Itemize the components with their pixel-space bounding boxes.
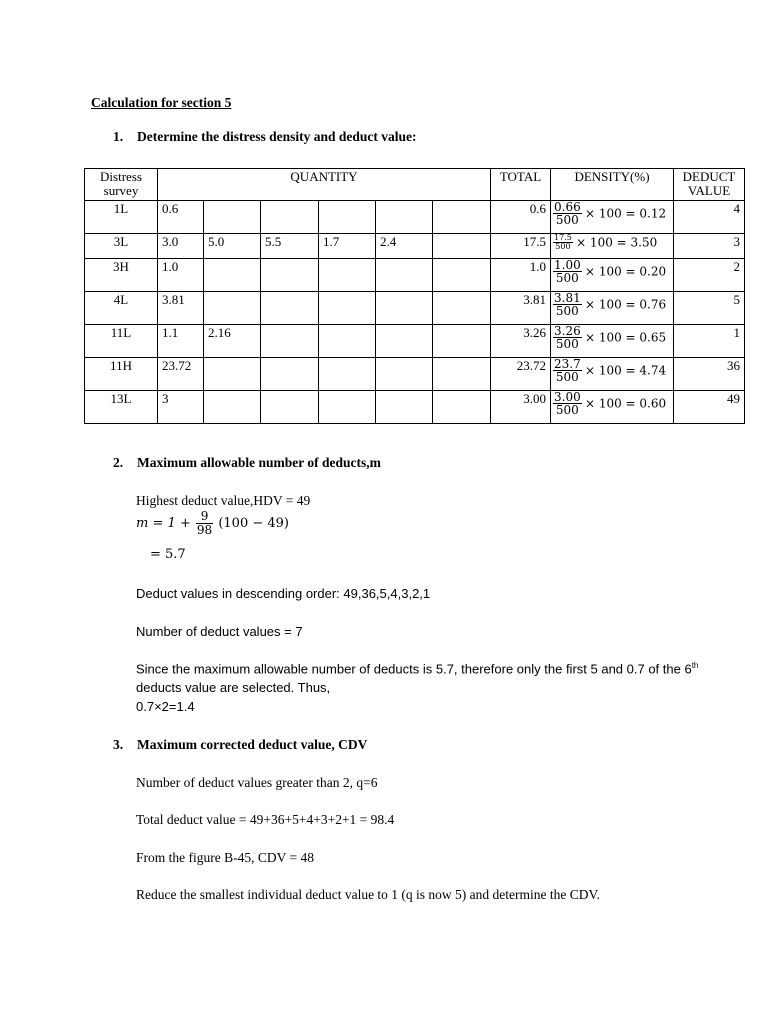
cell-total: 3.26 xyxy=(491,325,551,358)
cell-quantity: 23.72 xyxy=(158,358,204,391)
cell-distress: 11L xyxy=(85,325,158,358)
cell-quantity xyxy=(261,358,319,391)
cell-quantity xyxy=(376,201,433,234)
step-2-title: Maximum allowable number of deducts,m xyxy=(137,455,381,470)
cell-deduct: 1 xyxy=(674,325,745,358)
cell-quantity xyxy=(376,391,433,424)
header-total: TOTAL xyxy=(491,169,551,201)
density-denominator: 500 xyxy=(555,337,579,351)
cell-density xyxy=(551,201,674,234)
step-3-number: 3. xyxy=(113,737,124,752)
step-1-heading xyxy=(113,129,417,145)
cell-quantity: 1.0 xyxy=(158,259,204,292)
cell-total: 23.72 xyxy=(491,358,551,391)
table-row xyxy=(85,292,745,325)
cell-quantity xyxy=(376,325,433,358)
cell-deduct: 36 xyxy=(674,358,745,391)
cell-total: 3.81 xyxy=(491,292,551,325)
cell-density xyxy=(551,292,674,325)
density-denominator: 500 xyxy=(555,213,579,227)
density-result: × 100 = 0.12 xyxy=(584,206,667,221)
table-row xyxy=(85,259,745,292)
density-numerator: 1.00 xyxy=(554,258,581,272)
cell-quantity: 1.1 xyxy=(158,325,204,358)
cell-total: 3.00 xyxy=(491,391,551,424)
density-result: × 100 = 0.76 xyxy=(584,297,667,312)
step-2-number: 2. xyxy=(113,455,124,470)
density-numerator: 0.66 xyxy=(554,200,581,214)
cell-quantity xyxy=(204,391,261,424)
m-eq-lhs: m = 1 + xyxy=(136,516,191,531)
cell-quantity xyxy=(204,259,261,292)
cell-quantity-empty xyxy=(433,391,491,424)
descending-line: Deduct values in descending order: 49,36,5,4,3,2,1 xyxy=(136,586,431,601)
density-numerator: 3.81 xyxy=(554,291,581,305)
m-equation xyxy=(136,510,289,537)
cell-deduct: 49 xyxy=(674,391,745,424)
cell-quantity xyxy=(204,292,261,325)
cell-quantity xyxy=(319,292,376,325)
cell-quantity xyxy=(261,259,319,292)
hdv-line: Highest deduct value,HDV = 49 xyxy=(136,493,311,508)
cell-density xyxy=(551,234,674,259)
density-fraction xyxy=(553,325,582,350)
cell-quantity xyxy=(204,358,261,391)
density-result: × 100 = 0.65 xyxy=(584,330,667,345)
density-numerator: 23.7 xyxy=(554,357,581,371)
density-denominator: 500 xyxy=(555,403,579,417)
density-numerator: 3.00 xyxy=(554,390,581,404)
m-eq-rest: (100 − 49) xyxy=(218,516,289,531)
density-denominator: 500 xyxy=(555,242,571,251)
cell-deduct: 3 xyxy=(674,234,745,259)
cell-total: 0.6 xyxy=(491,201,551,234)
cell-quantity xyxy=(261,391,319,424)
cell-distress: 3L xyxy=(85,234,158,259)
step-3-title: Maximum corrected deduct value, CDV xyxy=(137,737,368,752)
cell-quantity xyxy=(319,325,376,358)
m-eq-denominator: 98 xyxy=(196,523,213,537)
cell-quantity: 5.5 xyxy=(261,234,319,259)
step-3-heading xyxy=(113,737,367,753)
cell-quantity: 2.4 xyxy=(376,234,433,259)
header-distress: Distress survey xyxy=(85,169,158,201)
header-quantity: QUANTITY xyxy=(158,169,491,201)
step-1-number: 1. xyxy=(113,129,124,144)
density-denominator: 500 xyxy=(555,304,579,318)
density-fraction xyxy=(553,358,582,383)
cell-density xyxy=(551,358,674,391)
cell-distress: 4L xyxy=(85,292,158,325)
table-row xyxy=(85,201,745,234)
step-1-title: Determine the distress density and deduct value: xyxy=(137,129,417,144)
density-numerator: 17.5 xyxy=(554,233,572,242)
table-row xyxy=(85,325,745,358)
cell-density xyxy=(551,259,674,292)
cell-quantity: 3.81 xyxy=(158,292,204,325)
cell-quantity xyxy=(204,201,261,234)
density-fraction xyxy=(553,292,582,317)
since-line-2: deducts value are selected. Thus, xyxy=(136,680,331,695)
cell-quantity xyxy=(319,259,376,292)
cell-quantity-empty xyxy=(433,201,491,234)
density-fraction xyxy=(553,259,582,284)
cell-deduct: 2 xyxy=(674,259,745,292)
cell-deduct: 4 xyxy=(674,201,745,234)
cell-distress: 13L xyxy=(85,391,158,424)
m-result: = 5.7 xyxy=(150,547,186,562)
cell-quantity xyxy=(261,201,319,234)
distress-table xyxy=(84,168,745,424)
cell-quantity: 0.6 xyxy=(158,201,204,234)
cell-density xyxy=(551,391,674,424)
density-result: × 100 = 0.60 xyxy=(584,396,667,411)
cell-quantity: 5.0 xyxy=(204,234,261,259)
cell-quantity xyxy=(319,358,376,391)
density-denominator: 500 xyxy=(555,370,579,384)
cell-quantity xyxy=(376,259,433,292)
cell-quantity xyxy=(261,325,319,358)
cell-quantity xyxy=(376,292,433,325)
cell-quantity xyxy=(261,292,319,325)
cell-quantity: 2.16 xyxy=(204,325,261,358)
figure-line: From the figure B-45, CDV = 48 xyxy=(136,850,314,865)
m-eq-numerator: 9 xyxy=(196,510,213,524)
cell-distress: 3H xyxy=(85,259,158,292)
cell-distress: 1L xyxy=(85,201,158,234)
cell-total: 17.5 xyxy=(491,234,551,259)
density-numerator: 3.26 xyxy=(554,324,581,338)
cell-quantity-empty xyxy=(433,292,491,325)
total-deduct-line: Total deduct value = 49+36+5+4+3+2+1 = 98.4 xyxy=(136,812,395,827)
cell-quantity-empty xyxy=(433,234,491,259)
density-fraction xyxy=(553,234,573,251)
cell-deduct: 5 xyxy=(674,292,745,325)
cell-quantity xyxy=(376,358,433,391)
table-header-row xyxy=(85,169,745,201)
density-result: × 100 = 3.50 xyxy=(576,235,658,250)
since-line xyxy=(136,661,698,676)
cell-quantity: 3.0 xyxy=(158,234,204,259)
header-deduct: DEDUCT VALUE xyxy=(674,169,745,201)
reduce-line: Reduce the smallest individual deduct value to 1 (q is now 5) and determine the CDV. xyxy=(136,887,600,902)
cell-quantity-empty xyxy=(433,358,491,391)
cell-quantity-empty xyxy=(433,325,491,358)
cell-quantity xyxy=(319,201,376,234)
table-row xyxy=(85,234,745,259)
cell-density xyxy=(551,325,674,358)
density-result: × 100 = 0.20 xyxy=(584,264,667,279)
cell-total: 1.0 xyxy=(491,259,551,292)
count-line: Number of deduct values = 7 xyxy=(136,624,303,639)
density-fraction xyxy=(553,201,582,226)
since-superscript: th xyxy=(691,661,699,670)
table-row xyxy=(85,358,745,391)
density-fraction xyxy=(553,391,582,416)
q-line: Number of deduct values greater than 2, q=6 xyxy=(136,775,378,790)
m-eq-fraction xyxy=(196,510,213,537)
cell-quantity: 3 xyxy=(158,391,204,424)
header-density: DENSITY(%) xyxy=(551,169,674,201)
cell-distress: 11H xyxy=(85,358,158,391)
page-title: Calculation for section 5 xyxy=(91,95,232,110)
density-denominator: 500 xyxy=(555,271,579,285)
cell-quantity-empty xyxy=(433,259,491,292)
calc-line: 0.7×2=1.4 xyxy=(136,699,195,714)
cell-quantity xyxy=(319,391,376,424)
since-text: Since the maximum allowable number of deducts is 5.7, therefore only the first 5 and 0.7 of the 6 xyxy=(136,661,692,677)
cell-quantity: 1.7 xyxy=(319,234,376,259)
table-row xyxy=(85,391,745,424)
step-2-heading xyxy=(113,455,381,471)
density-result: × 100 = 4.74 xyxy=(584,363,667,378)
